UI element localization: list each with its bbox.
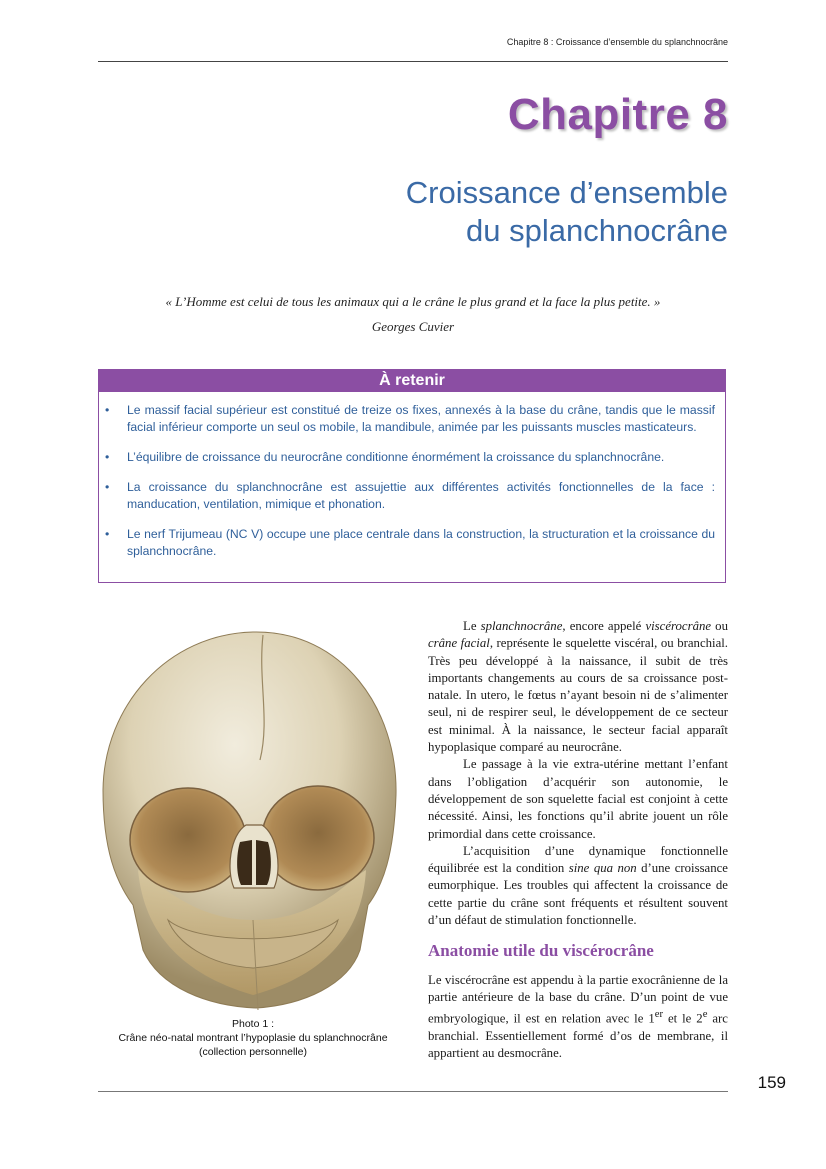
section-heading: Anatomie utile du viscérocrâne xyxy=(428,941,654,961)
summary-box-title: À retenir xyxy=(99,370,725,392)
chapter-title-line-2: du splanchnocrâne xyxy=(466,213,728,248)
summary-list xyxy=(99,392,725,560)
body-paragraph: L’acquisition d’une dynamique fonctionnelle équilibrée est la condition sine qua non d’une croissance eumorphique. Les troubles qui affectent la croissance de cette partie du crâne sont fréquents et résultent souvent d’un défaut de stimulation fonctionnelle. xyxy=(428,843,728,928)
header-rule xyxy=(98,61,728,62)
page-number: 159 xyxy=(757,1073,786,1092)
chapter-number: Chapitre 8 xyxy=(507,90,728,139)
chapter-title xyxy=(208,174,728,250)
summary-item-text: La croissance du splanchnocrâne est assujettie aux différentes activités fonctionnelles de la face : manducation, ventilation, mimique et phonation. xyxy=(127,480,715,511)
photo-caption-description: Crâne néo-natal montrant l’hypoplasie du splanchnocrâne xyxy=(118,1032,388,1044)
chapter-title-line-1: Croissance d’ensemble xyxy=(405,175,728,210)
summary-item-text: L’équilibre de croissance du neurocrâne conditionne énormément la croissance du splanchnocrâne. xyxy=(127,450,665,464)
epigraph-author: Georges Cuvier xyxy=(371,319,455,334)
summary-item-text: Le nerf Trijumeau (NC V) occupe une place centrale dans la construction, la structuration et la croissance du splanchnocrâne. xyxy=(127,527,715,558)
body-paragraph: Le passage à la vie extra-utérine mettant l’enfant dans l’obligation d’acquérir son autonomie, le développement de son squelette facial est conjoint à cette nécessité. Ainsi, les fonctions qu’il abrite jouent un rôle primordial dans cette croissance. xyxy=(428,757,728,841)
photo-caption-label: Photo 1 : xyxy=(231,1018,275,1030)
summary-item xyxy=(99,402,715,436)
skull-photo xyxy=(98,620,403,1015)
summary-item xyxy=(99,526,715,560)
bullet-icon: • xyxy=(105,450,110,464)
summary-item-text: Le massif facial supérieur est constitué de treize os fixes, annexés à la base du crâne, tandis que le massif facial inférieur comporte un seul os mobile, la mandibule, animée par les puissants muscles masticateurs. xyxy=(127,403,715,434)
summary-item xyxy=(99,479,715,513)
running-header: Chapitre 8 : Croissance d’ensemble du splanchnocrâne xyxy=(506,37,728,47)
bullet-icon: • xyxy=(105,527,110,541)
photo-caption xyxy=(98,1017,408,1059)
bullet-icon: • xyxy=(105,403,110,417)
bullet-icon: • xyxy=(105,480,110,494)
footer-rule xyxy=(98,1091,728,1092)
summary-item xyxy=(99,449,715,466)
body-paragraph: Le splanchnocrâne, encore appelé viscérocrâne ou crâne facial, représente le squelette viscéral, ou branchial. Très peu développé à la naissance, il subit de très importants changements au cours de sa croissance post-natale. In utero, le fœtus n’ayant besoin ni de s’alimenter seul, ni de respirer seul, le développement de ce secteur est minimal. À la naissance, le secteur facial apparaît hypoplasique comparé au neurocrâne. xyxy=(428,619,729,755)
photo-caption-source: (collection personnelle) xyxy=(199,1046,307,1058)
summary-box xyxy=(98,369,726,583)
body-text-column xyxy=(428,618,728,1062)
epigraph-quote: « L’Homme est celui de tous les animaux qui a le crâne le plus grand et la face la plus petite. » xyxy=(165,294,661,309)
body-paragraph: Le viscérocrâne est appendu à la partie exocrânienne de la partie antérieure de la base du crâne. D’un point de vue embryologique, il est en relation avec le 1er et le 2e arc branchial. Essentiellement formé d’os de membrane, il appartient au desmocrâne. xyxy=(428,972,728,1061)
